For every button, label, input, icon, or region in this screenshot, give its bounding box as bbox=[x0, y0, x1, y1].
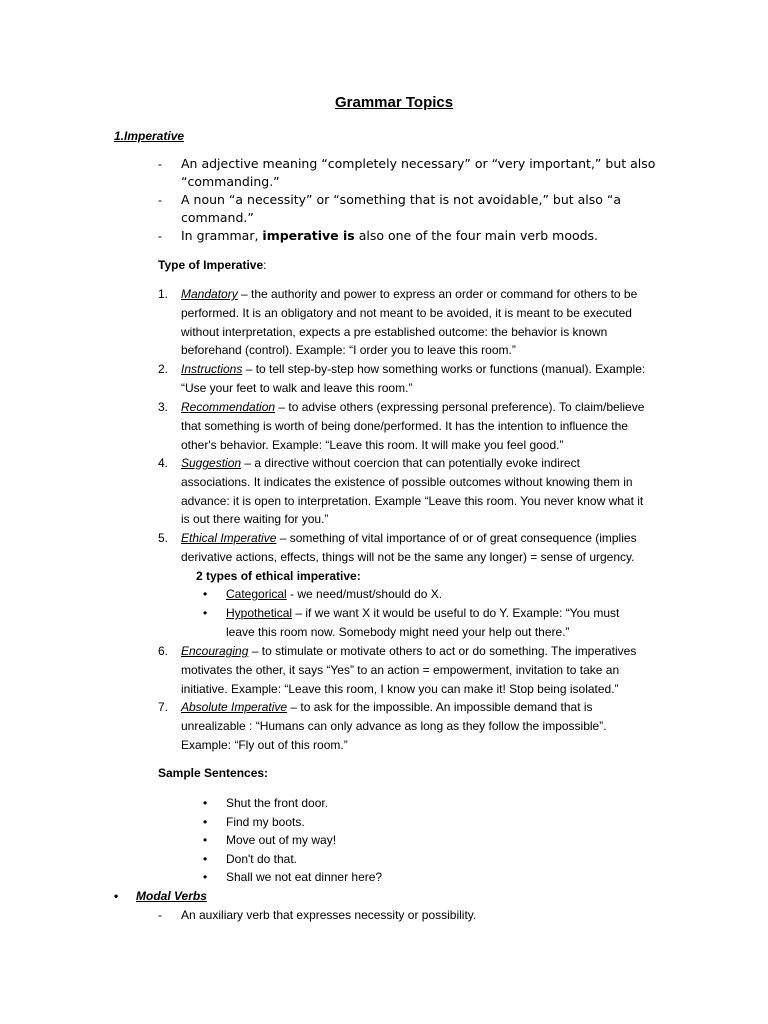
list-number: 4. bbox=[158, 456, 169, 470]
list-item-text: – to stimulate or motivate others to act or do something. The imperatives bbox=[248, 644, 637, 658]
bullet-marker: • bbox=[203, 870, 208, 885]
list-number: 6. bbox=[158, 644, 169, 658]
list-item-text: motivates the other, it says “Yes” to an action = empowerment, invitation to take an bbox=[181, 662, 620, 677]
section-heading-modal-verbs: Modal Verbs bbox=[136, 889, 207, 903]
list-number: 3. bbox=[158, 400, 169, 414]
list-number: 2. bbox=[158, 362, 169, 376]
samples-heading: Sample Sentences: bbox=[158, 766, 269, 780]
list-number: 5. bbox=[158, 531, 169, 545]
bullet-item-line bbox=[226, 606, 619, 620]
list-item-text: – to ask for the impossible. An impossible demand that is bbox=[287, 700, 593, 714]
list-item-term: Encouraging bbox=[181, 644, 249, 658]
list-item-text: – the authority and power to express an order or command for others to be bbox=[237, 287, 638, 301]
bullet-item-text: – if we want X it would be useful to do Y. Example: “You must bbox=[292, 606, 620, 620]
list-item-line bbox=[181, 419, 628, 433]
definition-line: An adjective meaning “completely necessary” or “very important,” but also bbox=[181, 156, 656, 171]
list-item-text: derivative actions, effects, things will not be the same any longer) = sense of urgency. bbox=[181, 549, 635, 564]
list-item-line bbox=[181, 325, 607, 339]
bullet-marker: • bbox=[203, 606, 208, 620]
list-item-line bbox=[181, 494, 643, 508]
list-item-line bbox=[181, 287, 637, 301]
list-item-line bbox=[181, 512, 328, 526]
definition-bold: imperative is bbox=[262, 228, 355, 243]
definition-text: also one of the four main verb moods. bbox=[354, 228, 599, 243]
list-item-text: “Use your feet to walk and leave this room.” bbox=[181, 380, 413, 395]
list-item-line bbox=[181, 306, 632, 320]
definition-line: A noun “a necessity” or “something that is not avoidable,” but also “a bbox=[181, 192, 622, 207]
bullet-item-text: - we need/must/should do X. bbox=[286, 587, 443, 601]
bullet-marker: • bbox=[203, 833, 208, 848]
list-item-text: performed. It is an obligatory and not meant to be avoided, it is meant to be executed bbox=[181, 305, 632, 320]
list-item-text: beforehand (control). Example: “I order you to leave this room.” bbox=[181, 343, 516, 358]
list-item-line bbox=[181, 381, 412, 395]
bullet-item-term: Categorical bbox=[226, 587, 287, 601]
bullet-marker: • bbox=[203, 587, 208, 601]
list-item-term: Recommendation bbox=[181, 400, 276, 414]
list-number: 1. bbox=[158, 287, 169, 301]
bullet-marker: • bbox=[203, 814, 208, 829]
list-item-line bbox=[181, 362, 645, 376]
list-item-line bbox=[181, 400, 644, 414]
list-item-line bbox=[181, 644, 636, 658]
list-item-text: initiative. Example: “Leave this room, I know you can make it! Stop being isolated.” bbox=[181, 681, 619, 696]
sample-sentence: Don't do that. bbox=[226, 851, 298, 866]
list-item-term: Instructions bbox=[181, 362, 243, 376]
bullet-marker: • bbox=[114, 889, 119, 903]
list-item-line bbox=[181, 343, 516, 357]
definition-line: An auxiliary verb that expresses necessity or possibility. bbox=[181, 908, 477, 922]
list-item-term: Mandatory bbox=[181, 287, 238, 301]
list-item-line bbox=[181, 738, 348, 752]
list-item-line bbox=[181, 719, 607, 733]
list-item-text: is out there waiting for you.” bbox=[181, 512, 329, 527]
bullet-item-line bbox=[226, 587, 442, 601]
dash-marker: - bbox=[158, 908, 162, 922]
list-item-line bbox=[181, 682, 619, 696]
bullet-item-line bbox=[226, 625, 570, 639]
sample-sentence: Shall we not eat dinner here? bbox=[226, 870, 383, 885]
list-item-text: – to advise others (expressing personal preference). To claim/believe bbox=[275, 400, 645, 414]
list-item-line bbox=[181, 456, 580, 470]
list-item-text: advance: it is open to interpretation. Example “Leave this room. You never know what it bbox=[181, 493, 644, 508]
list-item-text: – to tell step-by-step how something works or functions (manual). Example: bbox=[242, 362, 646, 376]
list-item-term: Ethical Imperative bbox=[181, 531, 277, 545]
dash-marker: - bbox=[158, 157, 162, 171]
type-heading-label: Type of Imperative bbox=[158, 258, 264, 272]
list-item-text: associations. It indicates the existence of possible outcomes without knowing them in bbox=[181, 474, 633, 489]
list-item-line bbox=[181, 663, 619, 677]
sample-sentence: Find my boots. bbox=[226, 814, 305, 829]
page-title: Grammar Topics bbox=[335, 94, 454, 111]
list-item-text: without interpretation, expects a pre established outcome: the behavior is known bbox=[181, 324, 608, 339]
dash-marker: - bbox=[158, 193, 162, 207]
list-item-line bbox=[181, 438, 563, 452]
ethical-subheading: 2 types of ethical imperative: bbox=[196, 569, 361, 583]
list-item-line bbox=[181, 550, 634, 564]
bullet-item-term: Hypothetical bbox=[226, 606, 293, 620]
section-heading-imperative: 1.Imperative bbox=[114, 129, 185, 143]
list-item-text: – a directive without coercion that can potentially evoke indirect bbox=[241, 456, 580, 470]
sample-sentence: Shut the front door. bbox=[226, 796, 329, 810]
list-item-line bbox=[181, 700, 593, 714]
list-item-text: – something of vital importance of or of great consequence (implies bbox=[276, 531, 637, 545]
list-item-line bbox=[181, 531, 637, 545]
sample-sentence: Move out of my way! bbox=[226, 833, 337, 848]
list-item-text: Example: “Fly out of this room.” bbox=[181, 737, 348, 752]
list-item-term: Absolute Imperative bbox=[181, 700, 288, 714]
definition-text: In grammar, bbox=[181, 228, 263, 243]
list-item-text: that something is worth of being done/performed. It has the intention to influence the bbox=[181, 418, 628, 433]
list-item-text: other's behavior. Example: “Leave this room. It will make you feel good.” bbox=[181, 437, 564, 452]
dash-marker: - bbox=[158, 229, 162, 243]
bullet-marker: • bbox=[203, 796, 208, 810]
list-item-text: unrealizable : “Humans can only advance as long as they follow the impossible”. bbox=[181, 718, 607, 733]
definition-line: command.” bbox=[181, 210, 254, 225]
type-heading-colon: : bbox=[263, 258, 267, 272]
list-number: 7. bbox=[158, 700, 169, 714]
bullet-item-text: leave this room now. Somebody might need your help out there.” bbox=[226, 625, 570, 639]
definition-line: “commanding.” bbox=[181, 174, 280, 189]
list-item-term: Suggestion bbox=[181, 456, 242, 470]
type-heading bbox=[158, 258, 266, 272]
list-item-line bbox=[181, 475, 633, 489]
bullet-marker: • bbox=[203, 851, 208, 866]
definition-line bbox=[181, 229, 598, 243]
